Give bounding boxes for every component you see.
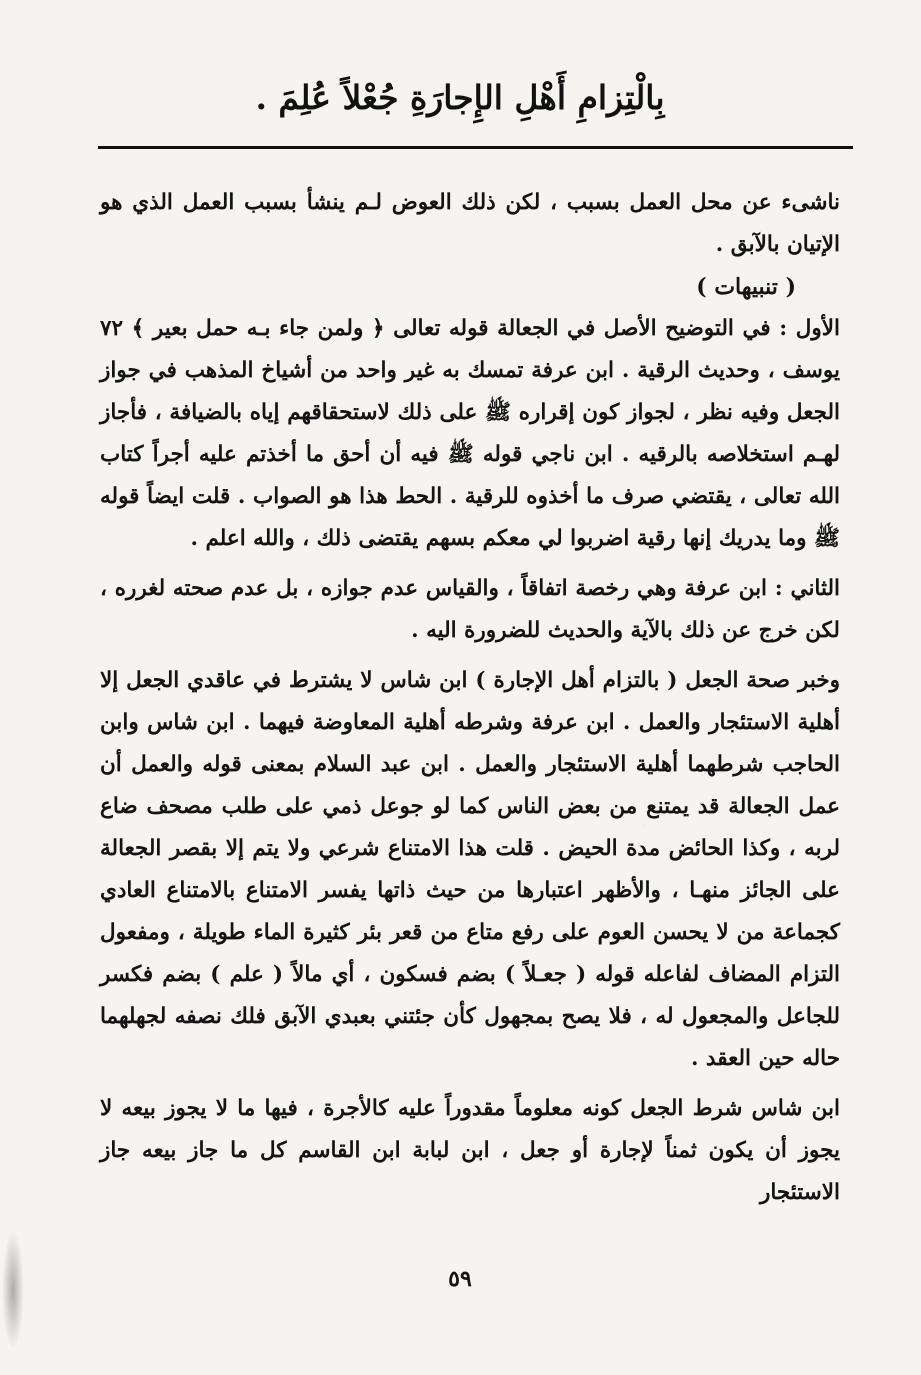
paragraph-5: ابن شاس شرط الجعل كونه معلوماً مقدوراً عليه كالأجرة ، فيها ما لا يجوز بيعه لا يجوز أن يكون ثمناً لإجارة أو جعل ، ابن لبابة ابن القاسم كل ما جاز بيعه جاز الاستئجار (100, 1096, 840, 1205)
scan-edge-mark (2, 1230, 24, 1350)
body-text (100, 182, 840, 1214)
paragraph-3: الثاني : ابن عرفة وهي رخصة اتفاقاً ، والقياس عدم جوازه ، بل عدم صحته لغرره ، لكن خرج عن ذلك بالآية والحديث للضرورة اليه . (100, 576, 840, 643)
running-title: بِالْتِزامِ أَهْلِ الإِجارَةِ جُعْلاً عُلِمَ . (255, 78, 665, 117)
notices-heading: ( تنبيهات ) (696, 274, 796, 300)
paragraph-1: ناشىء عن محل العمل بسبب ، لكن ذلك العوض لـم ينشأ بسبب العمل الذي هو الإتيان بالآبق . (100, 190, 840, 257)
page-number: ٥٩ (448, 1266, 472, 1292)
paragraph-4: وخبر صحة الجعل ( بالتزام أهل الإجارة ) ابن شاس لا يشترط في عاقدي الجعل إلا أهلية الاستئجار والعمل . ابن عرفة وشرطه أهلية المعاوضة فيهما . ابن شاس وابن الحاجب شرطهما أهلية الاستئجار والعمل . ابن عبد السلام بمعنى قوله والعمل أن عمل الجعالة قد يمتنع من بعض الناس كما لو جوعل ذمي على طلب مصحف ضاع لربه ، وكذا الحائض مدة الحيض . قلت هذا الامتناع شرعي ولا يتم إلا بقصر الجعالة على الجائز منهـا ، والأظهر اعتبارها من حيث ذاتها يفسر الامتناع بالامتناع العادي كجماعة من لا يحسن العوم على رفع متاع من قعر بئر كثيرة الماء طويلة ، ومفعول التزام المضاف لفاعله قوله ( جعـلاً ) بضم فسكون ، أي مالاً ( علم ) بضم فكسر للجاعل والمجعول له ، فلا يصح بمجهول كأن جئتني بعبدي الآبق فلك نصفه لجهلهما حاله حين العقد . (100, 668, 840, 1071)
header-rule (98, 146, 853, 149)
paragraph-2: الأول : في التوضيح الأصل في الجعالة قوله تعالى ﴿ ولمن جاء بـه حمل بعير ﴾ ٧٢ يوسف ، وحديث الرقية . ابن عرفة تمسك به غير واحد من أشياخ المذهب في جواز الجعل وفيه نظر ، لجواز كون إقراره ﷺ على ذلك لاستحقاقهم إياه بالضيافة ، فأجاز لهـم استخلاصه بالرقيه . ابن ناجي قوله ﷺ فيه أن أحق ما أخذتم عليه أجراً كتاب الله تعالى ، يقتضي صرف ما أخذوه للرقية . الحط هذا هو الصواب . قلت ايضاً قوله ﷺ وما يدريك إنها رقية اضربوا لي معكم بسهم يقتضى ذلك ، والله اعلم . (100, 316, 840, 551)
